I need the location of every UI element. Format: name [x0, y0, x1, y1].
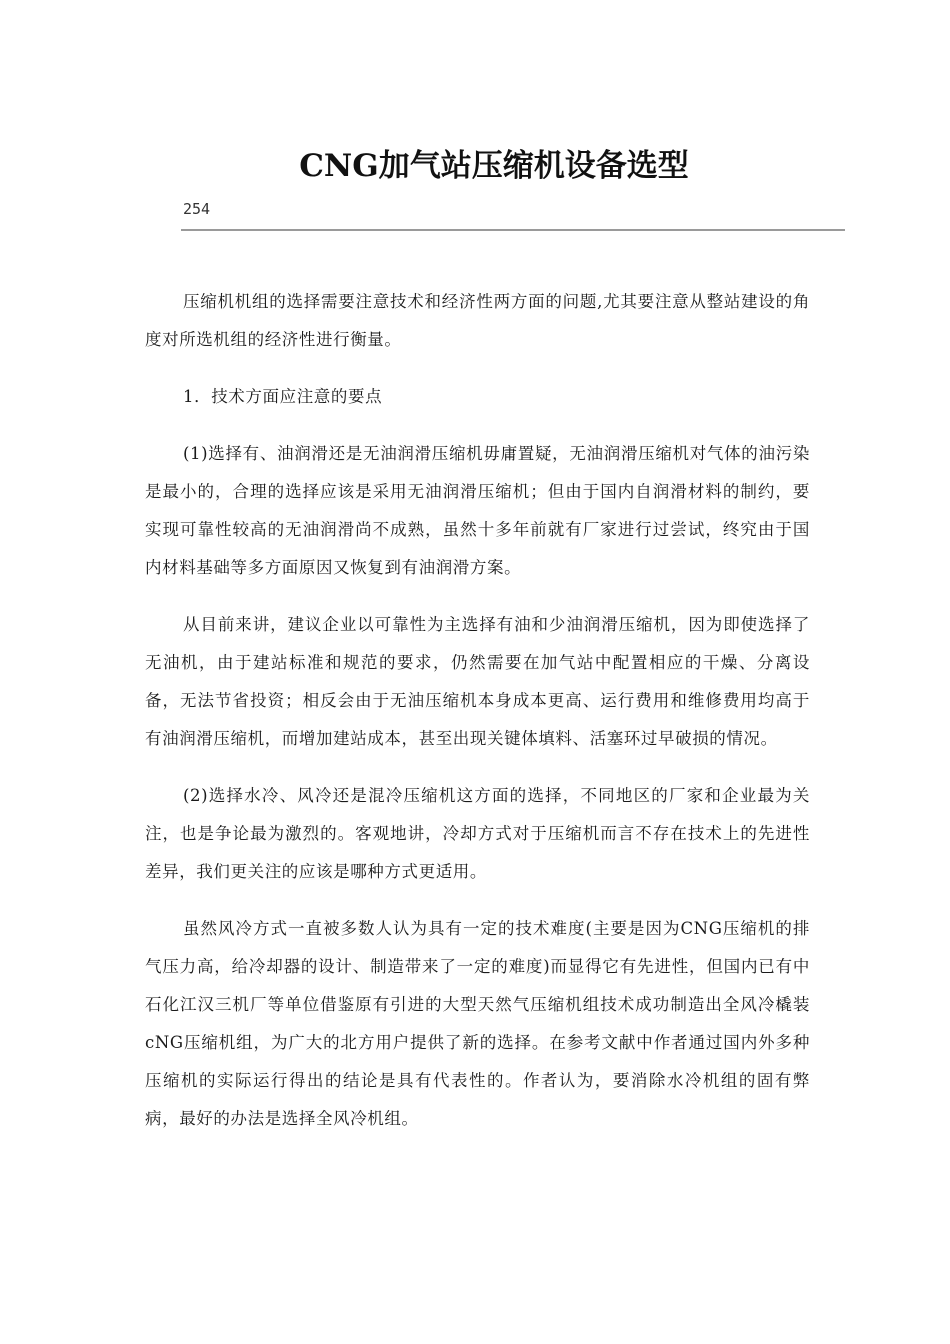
- document-title: CNG加气站压缩机设备选型: [299, 148, 689, 184]
- paragraph-cooling-choice: (2)选择水冷、风冷还是混冷压缩机这方面的选择，不同地区的厂家和企业最为关注，也是争论最为激烈的。客观地讲，冷却方式对于压缩机而言不存在技术上的先进性差异，我们更关注的应该是哪种方式更适用。: [145, 786, 810, 881]
- paragraph-intro: 压缩机机组的选择需要注意技术和经济性两方面的问题,尤其要注意从整站建设的角度对所选机组的经济性进行衡量。: [145, 292, 810, 349]
- document-body: [145, 283, 810, 1157]
- paragraph-lubrication-choice: (1)选择有、油润滑还是无油润滑压缩机毋庸置疑，无油润滑压缩机对气体的油污染是最小的，合理的选择应该是采用无油润滑压缩机；但由于国内自润滑材料的制约，要实现可靠性较高的无油润滑尚不成熟，虽然十多年前就有厂家进行过尝试，终究由于国内材料基础等多方面原因又恢复到有油润滑方案。: [145, 444, 810, 577]
- page-number: 254: [183, 200, 211, 218]
- paragraph-air-cooling: 虽然风冷方式一直被多数人认为具有一定的技术难度(主要是因为CNG压缩机的排气压力高，给冷却器的设计、制造带来了一定的难度)而显得它有先进性，但国内已有中石化江汉三机厂等单位借鉴原有引进的大型天然气压缩机组技术成功制造出全风冷橇装cNG压缩机组，为广大的北方用户提供了新的选择。在参考文献中作者通过国内外多种压缩机的实际运行得出的结论是具有代表性的。作者认为，要消除水冷机组的固有弊病，最好的办法是选择全风冷机组。: [145, 919, 810, 1128]
- header-divider: [181, 229, 845, 231]
- section-heading-technical-points: 1．技术方面应注意的要点: [183, 387, 383, 406]
- paragraph-reliability-advice: 从目前来讲，建议企业以可靠性为主选择有油和少油润滑压缩机，因为即使选择了无油机，由于建站标准和规范的要求，仍然需要在加气站中配置相应的干燥、分离设备，无法节省投资；相反会由于无油压缩机本身成本更高、运行费用和维修费用均高于有油润滑压缩机，而增加建站成本，甚至出现关键体填料、活塞环过早破损的情况。: [145, 615, 810, 748]
